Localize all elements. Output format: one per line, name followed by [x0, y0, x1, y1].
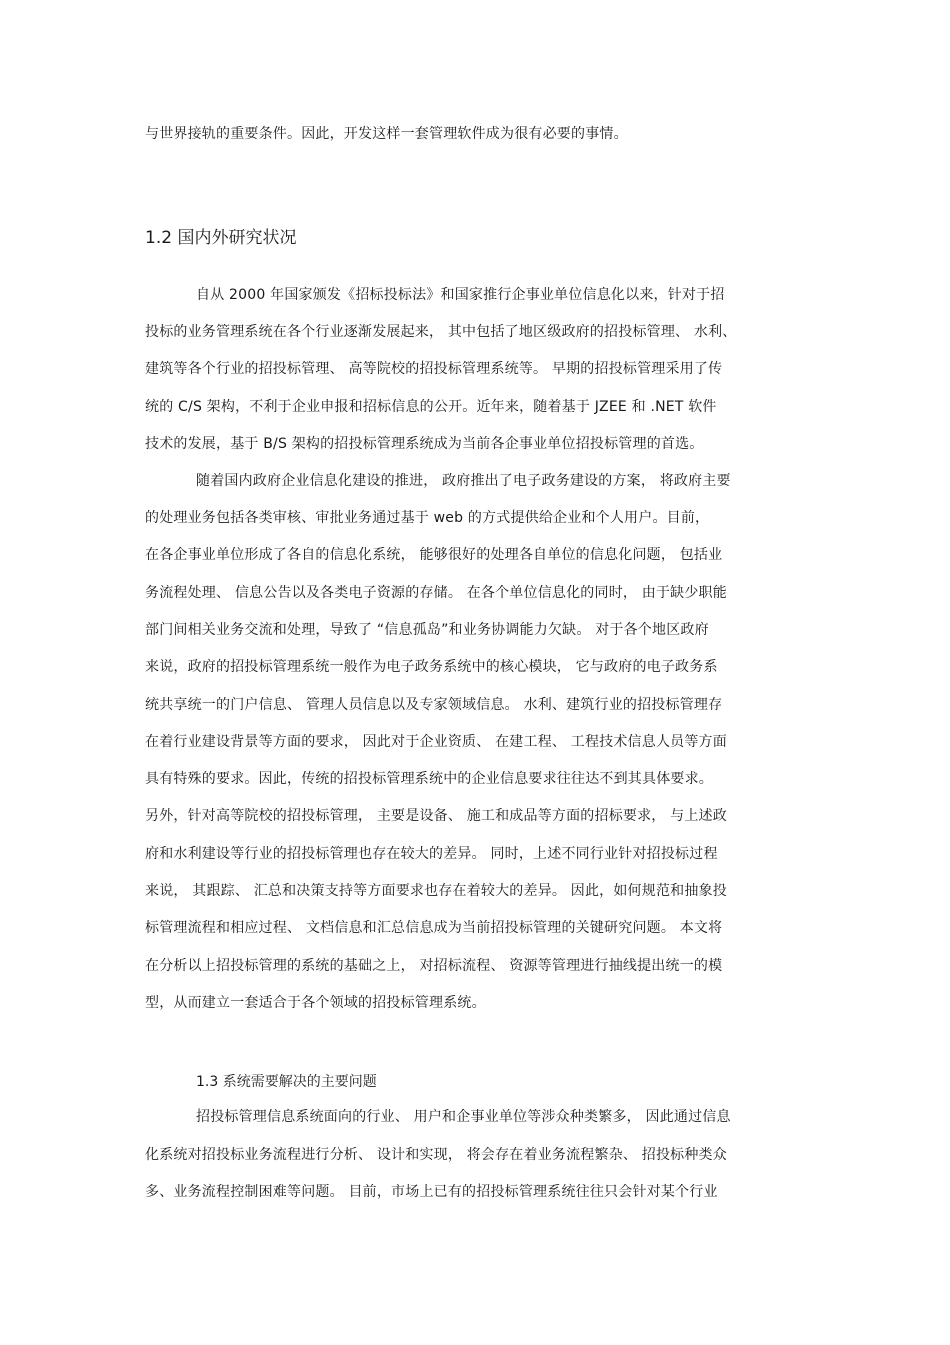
section-heading-1-2: 1.2 国内外研究状况 — [145, 228, 297, 248]
paragraph-line: 来说， 其跟踪、 汇总和决策支持等方面要求也存在着较大的差异。 因此，如何规范和抽象投 — [145, 883, 727, 899]
paragraph-line: 具有特殊的要求。因此，传统的招投标管理系统中的企业信息要求往往达不到其具体要求。 — [145, 771, 713, 787]
paragraph-line: 务流程处理、 信息公告以及各类电子资源的存储。 在各个单位信息化的同时， 由于缺少职能 — [145, 585, 727, 601]
paragraph-line: 在各企事业单位形成了各自的信息化系统， 能够很好的处理各自单位的信息化问题， 包括业 — [145, 547, 723, 563]
paragraph-line: 随着国内政府企业信息化建设的推进， 政府推出了电子政务建设的方案， 将政府主要 — [196, 473, 731, 489]
paragraph-line: 另外，针对高等院校的招投标管理， 主要是设备、 施工和成品等方面的招标要求， 与上述政 — [145, 808, 727, 824]
paragraph-line: 与世界接轨的重要条件。因此，开发这样一套管理软件成为很有必要的事情。 — [145, 126, 628, 142]
paragraph-line: 投标的业务管理系统在各个行业逐渐发展起来， 其中包括了地区级政府的招投标管理、 水利、 — [145, 324, 737, 340]
paragraph-line: 在分析以上招投标管理的系统的基础之上， 对招标流程、 资源等管理进行抽线提出统一的模 — [145, 958, 723, 974]
paragraph-line: 招投标管理信息系统面向的行业、 用户和企事业单位等涉众种类繁多， 因此通过信息 — [196, 1109, 731, 1125]
section-heading-1-3: 1.3 系统需要解决的主要问题 — [196, 1074, 377, 1090]
paragraph-line: 技术的发展，基于 B/S 架构的招投标管理系统成为当前各企事业单位招投标管理的首选。 — [145, 436, 704, 452]
paragraph-line: 型，从而建立一套适合于各个领域的招投标管理系统。 — [145, 995, 486, 1011]
paragraph-line: 来说，政府的招投标管理系统一般作为电子政务系统中的核心模块， 它与政府的电子政务系 — [145, 659, 718, 675]
paragraph-line: 在着行业建设背景等方面的要求， 因此对于企业资质、 在建工程、 工程技术信息人员等方面 — [145, 734, 727, 750]
paragraph-line: 多、业务流程控制困难等问题。 目前，市场上已有的招投标管理系统往往只会针对某个行业 — [145, 1184, 718, 1200]
paragraph-line: 部门间相关业务交流和处理，导致了 “信息孤岛”和业务协调能力欠缺。 对于各个地区政府 — [145, 622, 709, 638]
paragraph-line: 府和水利建设等行业的招投标管理也存在较大的差异。 同时，上述不同行业针对招投标过程 — [145, 846, 718, 862]
paragraph-line: 标管理流程和相应过程、 文档信息和汇总信息成为当前招投标管理的关键研究问题。 本文将 — [145, 920, 723, 936]
paragraph-line: 自从 2000 年国家颁发《招标投标法》和国家推行企事业单位信息化以来，针对于招 — [196, 287, 725, 303]
paragraph-line: 的处理业务包括各类审核、审批业务通过基于 web 的方式提供给企业和个人用户。目前， — [145, 510, 710, 526]
paragraph-line: 统的 C/S 架构，不利于企业申报和招标信息的公开。近年来，随着基于 JZEE 和 .NET 软件 — [145, 399, 717, 415]
paragraph-line: 建筑等各个行业的招投标管理、 高等院校的招投标管理系统等。 早期的招投标管理采用了传 — [145, 361, 723, 377]
paragraph-line: 化系统对招投标业务流程进行分析、 设计和实现， 将会存在着业务流程繁杂、 招投标种类众 — [145, 1147, 727, 1163]
paragraph-line: 统共享统一的门户信息、 管理人员信息以及专家领域信息。 水利、建筑行业的招投标管理存 — [145, 697, 723, 713]
